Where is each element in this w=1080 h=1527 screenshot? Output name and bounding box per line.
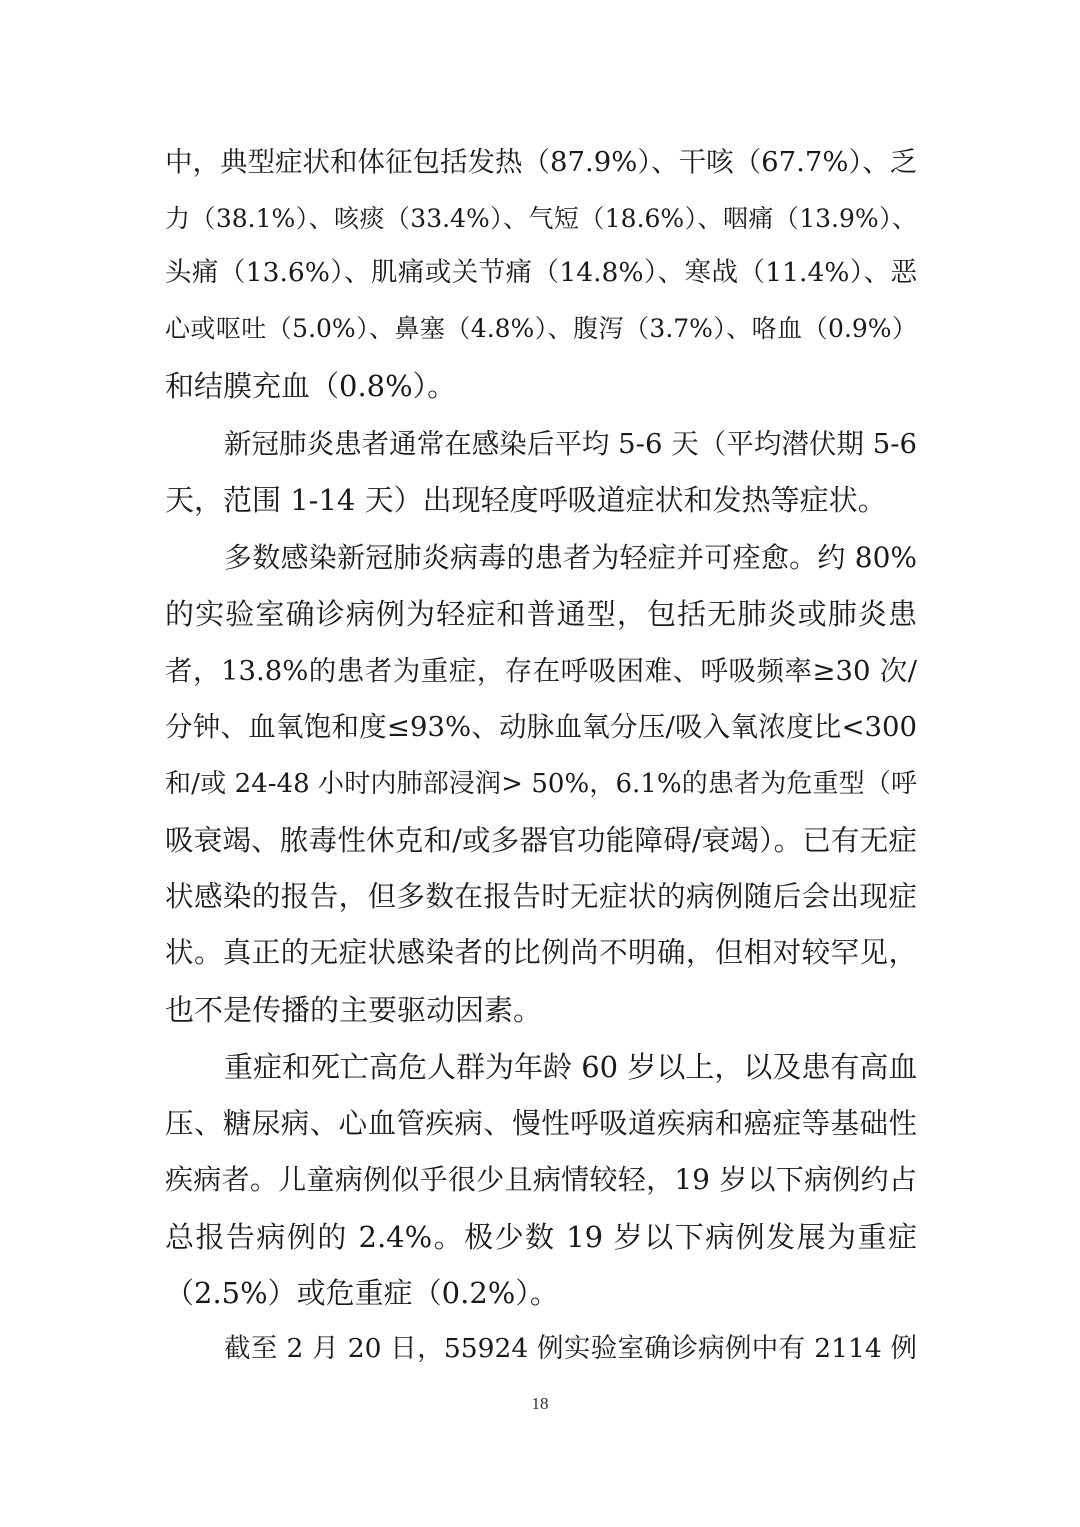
text-line: 者，13.8%的患者为重症，存在呼吸困难、呼吸频率≥30 次/ [165, 655, 917, 687]
text-line: 和结膜充血（0.8%）。 [165, 369, 457, 403]
text-line: 压、糖尿病、心血管疾病、慢性呼吸道疾病和癌症等基础性 [165, 1107, 917, 1140]
text-line: 心或呕吐（5.0%）、鼻塞（4.8%）、腹泻（3.7%）、咯血（0.9%） [165, 314, 917, 343]
text-line: 天，范围 1-14 天）出现轻度呼吸道症状和发热等症状。 [165, 483, 887, 517]
text-line: 状。真正的无症状感染者的比例尚不明确，但相对较罕见， [165, 936, 917, 969]
text-line: 总报告病例的 2.4%。极少数 19 岁以下病例发展为重症 [165, 1220, 917, 1254]
paragraph-first-line: 多数感染新冠肺炎病毒的患者为轻症并可痊愈。约 80% [224, 541, 917, 574]
paragraph-first-line: 重症和死亡高危人群为年龄 60 岁以上，以及患有高血 [224, 1050, 918, 1084]
text-line: 状感染的报告，但多数在报告时无症状的病例随后会出现症 [165, 880, 917, 913]
page-number: 18 [531, 1394, 549, 1413]
text-line: 也不是传播的主要驱动因素。 [165, 993, 543, 1027]
text-line: 和/或 24-48 小时内肺部浸润> 50%，6.1%的患者为危重型（呼 [165, 769, 917, 799]
paragraph-first-line: 新冠肺炎患者通常在感染后平均 5-6 天（平均潜伏期 5-6 [224, 428, 917, 460]
text-line: 头痛（13.6%）、肌痛或关节痛（14.8%）、寒战（11.4%）、恶 [165, 257, 917, 288]
text-line: 中，典型症状和体征包括发热（87.9%）、干咳（67.7%）、乏 [165, 146, 918, 178]
text-line: （2.5%）或危重症（0.2%）。 [165, 1276, 559, 1310]
text-line: 疾病者。儿童病例似乎很少且病情较轻，19 岁以下病例约占 [165, 1163, 917, 1196]
paragraph-first-line: 截至 2 月 20 日，55924 例实验室确诊病例中有 2114 例 [224, 1333, 917, 1364]
text-line: 的实验室确诊病例为轻症和普通型，包括无肺炎或肺炎患 [165, 597, 917, 631]
text-line: 力（38.1%）、咳痰（33.4%）、气短（18.6%）、咽痛（13.9%）、 [165, 204, 917, 233]
text-line: 吸衰竭、脓毒性休克和/或多器官功能障碍/衰竭）。已有无症 [165, 824, 917, 857]
text-line: 分钟、血氧饱和度≤93%、动脉血氧分压/吸入氧浓度比<300 [165, 711, 917, 743]
